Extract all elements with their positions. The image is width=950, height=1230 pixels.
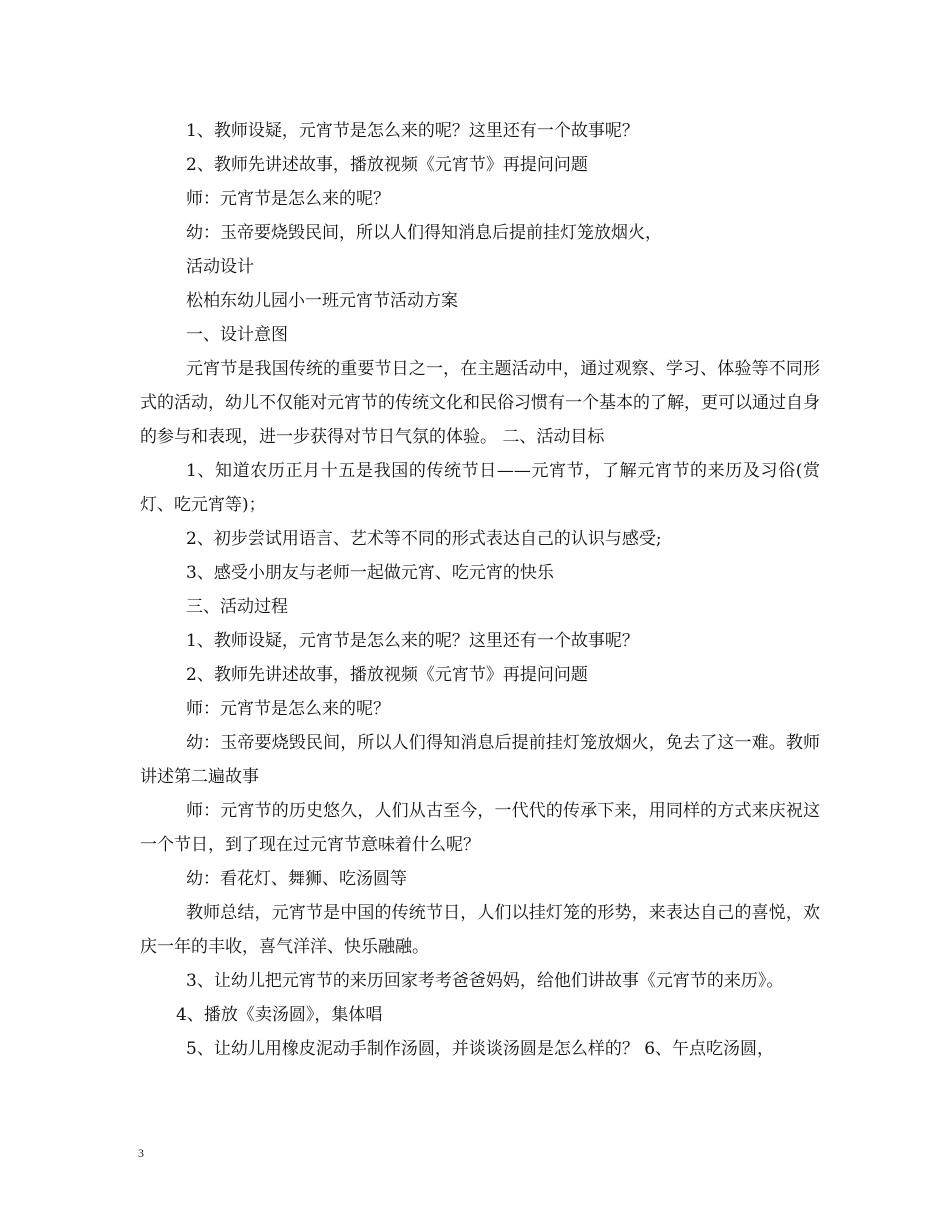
paragraph: 2、教师先讲述故事，播放视频《元宵节》再提问问题 [186, 155, 588, 175]
paragraph: 1、知道农历正月十五是我国的传统节日——元宵节，了解元宵节的来历及习俗(赏灯、吃元宵等)； [140, 461, 820, 515]
paragraph: 师：元宵节是怎么来的呢？ [186, 189, 390, 209]
paragraph: 2、初步尝试用语言、艺术等不同的形式表达自己的认识与感受; [186, 529, 662, 549]
page-number: 3 [138, 1146, 144, 1160]
document-body [140, 114, 820, 1066]
paragraph: 5、让幼儿用橡皮泥动手制作汤圆，并谈谈汤圆是怎么样的？ 6、午点吃汤圆， [186, 1039, 775, 1059]
document-title: 松柏东幼儿园小一班元宵节活动方案 [186, 291, 458, 311]
paragraph: 幼：看花灯、舞狮、吃汤圆等 [186, 869, 407, 889]
section-heading: 活动设计 [186, 257, 254, 277]
paragraph: 4、播放《卖汤圆》，集体唱 [176, 1005, 383, 1025]
paragraph: 幼：玉帝要烧毁民间，所以人们得知消息后提前挂灯笼放烟火，免去了这一难。教师讲述第二遍故事 [140, 733, 820, 787]
section-heading: 一、设计意图 [186, 325, 288, 345]
paragraph: 3、感受小朋友与老师一起做元宵、吃元宵的快乐 [186, 563, 554, 583]
paragraph: 1、教师设疑，元宵节是怎么来的呢？这里还有一个故事呢？ [186, 631, 639, 651]
paragraph: 师：元宵节是怎么来的呢？ [186, 699, 390, 719]
paragraph: 教师总结，元宵节是中国的传统节日，人们以挂灯笼的形势，来表达自己的喜悦，欢庆一年的丰收，喜气洋洋、快乐融融。 [140, 903, 820, 957]
section-heading: 三、活动过程 [186, 597, 288, 617]
paragraph: 3、让幼儿把元宵节的来历回家考考爸爸妈妈，给他们讲故事《元宵节的来历》。 [186, 971, 784, 991]
paragraph: 幼：玉帝要烧毁民间，所以人们得知消息后提前挂灯笼放烟火， [186, 223, 662, 243]
paragraph: 师：元宵节的历史悠久，人们从古至今，一代代的传承下来，用同样的方式来庆祝这一个节日，到了现在过元宵节意味着什么呢？ [140, 801, 820, 855]
paragraph: 1、教师设疑，元宵节是怎么来的呢？这里还有一个故事呢？ [186, 121, 639, 141]
paragraph: 2、教师先讲述故事，播放视频《元宵节》再提问问题 [186, 665, 588, 685]
paragraph: 元宵节是我国传统的重要节日之一，在主题活动中，通过观察、学习、体验等不同形式的活动，幼儿不仅能对元宵节的传统文化和民俗习惯有一个基本的了解，更可以通过自身的参与和表现，进一步获得对节日气氛的体验。 二、活动目标 [140, 359, 820, 447]
